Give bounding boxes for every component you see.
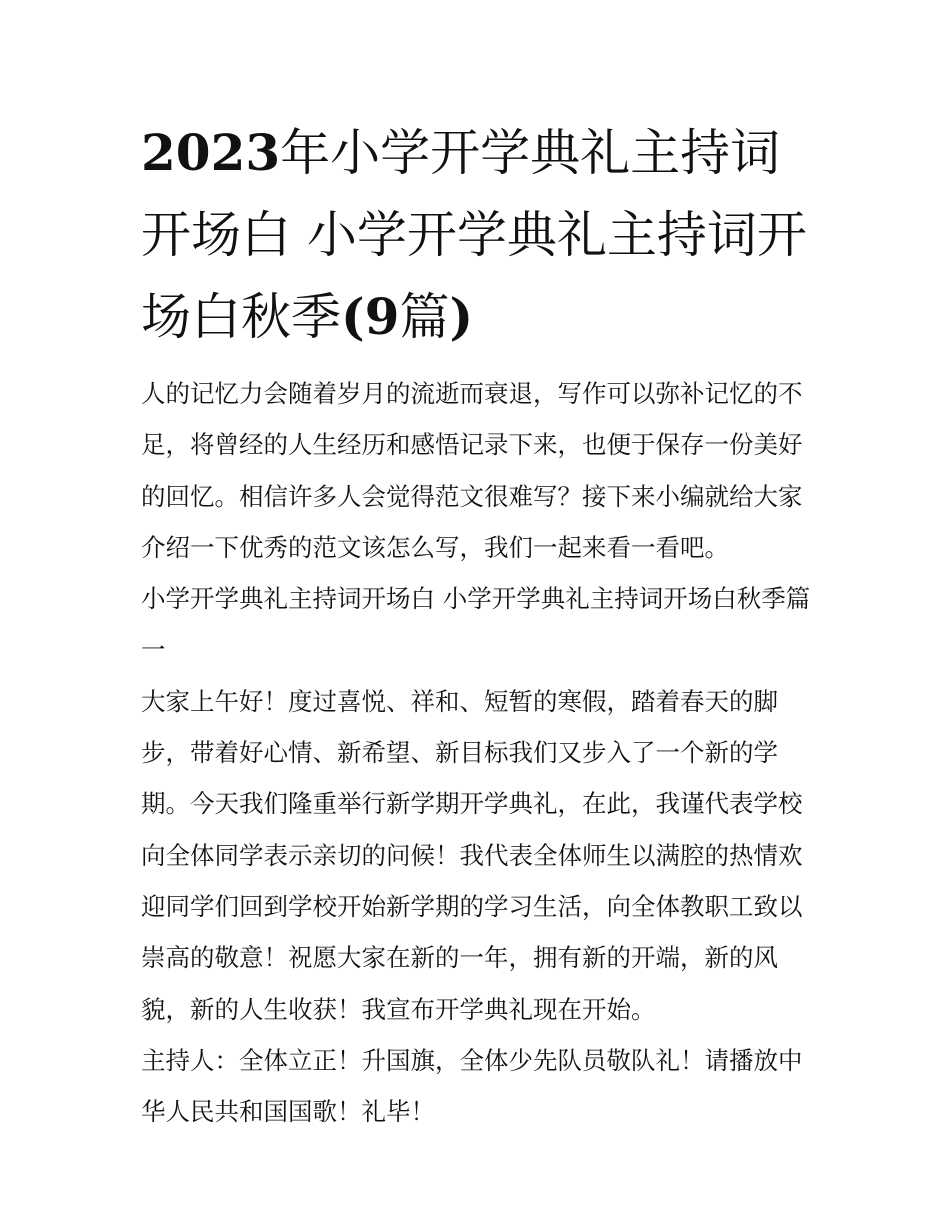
section-heading: 小学开学典礼主持词开场白 小学开学典礼主持词开场白秋季篇一 [141,584,811,665]
document-page [141,112,813,1137]
body-paragraph: 大家上午好！度过喜悦、祥和、短暂的寒假，踏着春天的脚步，带着好心情、新希望、新目标我们又步入了一个新的学期。今天我们隆重举行新学期开学典礼，在此，我谨代表学校向全体同学表示亲切的问候！我代表全体师生以满腔的热情欢迎同学们回到学校开始新学期的学习生活，向全体教职工致以崇高的敬意！祝愿大家在新的一年，拥有新的开端，新的风貌，新的人生收获！我宣布开学典礼现在开始。 [141,686,803,1024]
body-paragraph: 主持人：全体立正！升国旗，全体少先队员敬队礼！请播放中华人民共和国国歌！礼毕！ [141,1045,803,1127]
document-title: 2023年小学开学典礼主持词开场白 小学开学典礼主持词开场白秋季(9篇) [141,123,807,346]
document-body [141,368,813,1137]
intro-paragraph: 人的记忆力会随着岁月的流逝而衰退，写作可以弥补记忆的不足，将曾经的人生经历和感悟记录下来，也便于保存一份美好的回忆。相信许多人会觉得范文很难写？接下来小编就给大家介绍一下优秀的范文该怎么写，我们一起来看一看吧。 [141,379,803,562]
